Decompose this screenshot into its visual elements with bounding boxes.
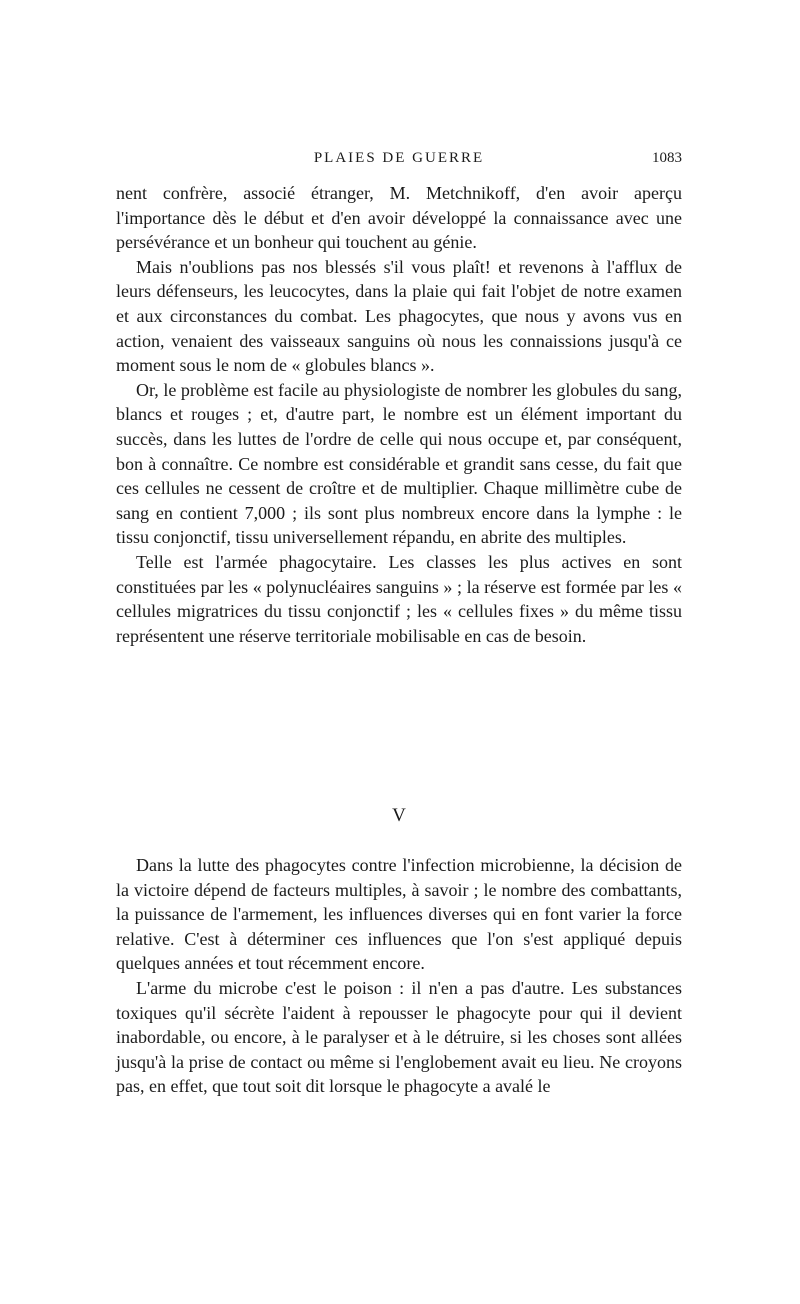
page-number: 1083 (652, 150, 682, 166)
paragraph-arme-microbe: L'arme du microbe c'est le poison : il n'en a pas d'autre. Les substances toxiques qu'il sécrète l'aident à repousser le phagocyte pour qui il devient inabordable, ou encore, à le paralyser et à le détruire, si les choses sont allées jusqu'à la prise de contact ou même si l'englobement avait eu lieu. Ne croyons pas, en effet, que tout soit dit lorsque le phagocyte a avalé le (116, 977, 682, 1097)
paragraph-armee-phagocytaire: Telle est l'armée phagocytaire. Les classes les plus actives en sont constituées par les « polynucléaires sanguins » ; la réserve est formée par les « cellules migratrices du tissu conjonctif ; les « cellules fixes » du même tissu représentent une réserve territoriale mobilisable en cas de besoin. (116, 551, 682, 646)
paragraph-globules: Or, le problème est facile au physiologiste de nombrer les globules du sang, blancs et rouges ; et, d'autre part, le nombre est un élément important du succès, dans les luttes de l'ordre de celle qui nous occupe et, par conséquent, bon à connaître. Ce nombre est considérable et grandit sans cesse, du fait que ces cellules ne cessent de croître et de multiplier. Chaque millimètre cube de sang en contient 7,000 ; ils sont plus nombreux encore dans la lymphe : le tissu conjonctif, tissu universellement répandu, en abrite des multiples. (116, 379, 682, 548)
body-text-section-two (116, 853, 682, 1099)
section-heading: V (392, 805, 406, 826)
body-text-section-one (116, 181, 682, 648)
paragraph-continuation: nent confrère, associé étranger, M. Metchnikoff, d'en avoir aperçu l'importance dès le début et d'en avoir développé la connaissance avec une persévérance et un bonheur qui touchent au génie. (116, 183, 682, 253)
running-header (116, 146, 682, 170)
paragraph-lutte-phagocytes: Dans la lutte des phagocytes contre l'infection microbienne, la décision de la victoire dépend de facteurs multiples, à savoir ; le nombre des combattants, la puissance de l'armement, les influences diverses qui en font varier la force relative. C'est à déterminer ces influences que l'on s'est appliqué depuis quelques années et tout récemment encore. (116, 855, 682, 974)
running-title: PLAIES DE GUERRE (313, 150, 485, 166)
paragraph-blesses: Mais n'oublions pas nos blessés s'il vous plaît! et revenons à l'afflux de leurs défenseurs, les leucocytes, dans la plaie qui fait l'objet de notre examen et aux circonstances du combat. Les phagocytes, que nous y avons vus en action, venaient des vaisseaux sanguins où nous les connaissions jusqu'à ce moment sous le nom de « globules blancs ». (116, 256, 682, 376)
